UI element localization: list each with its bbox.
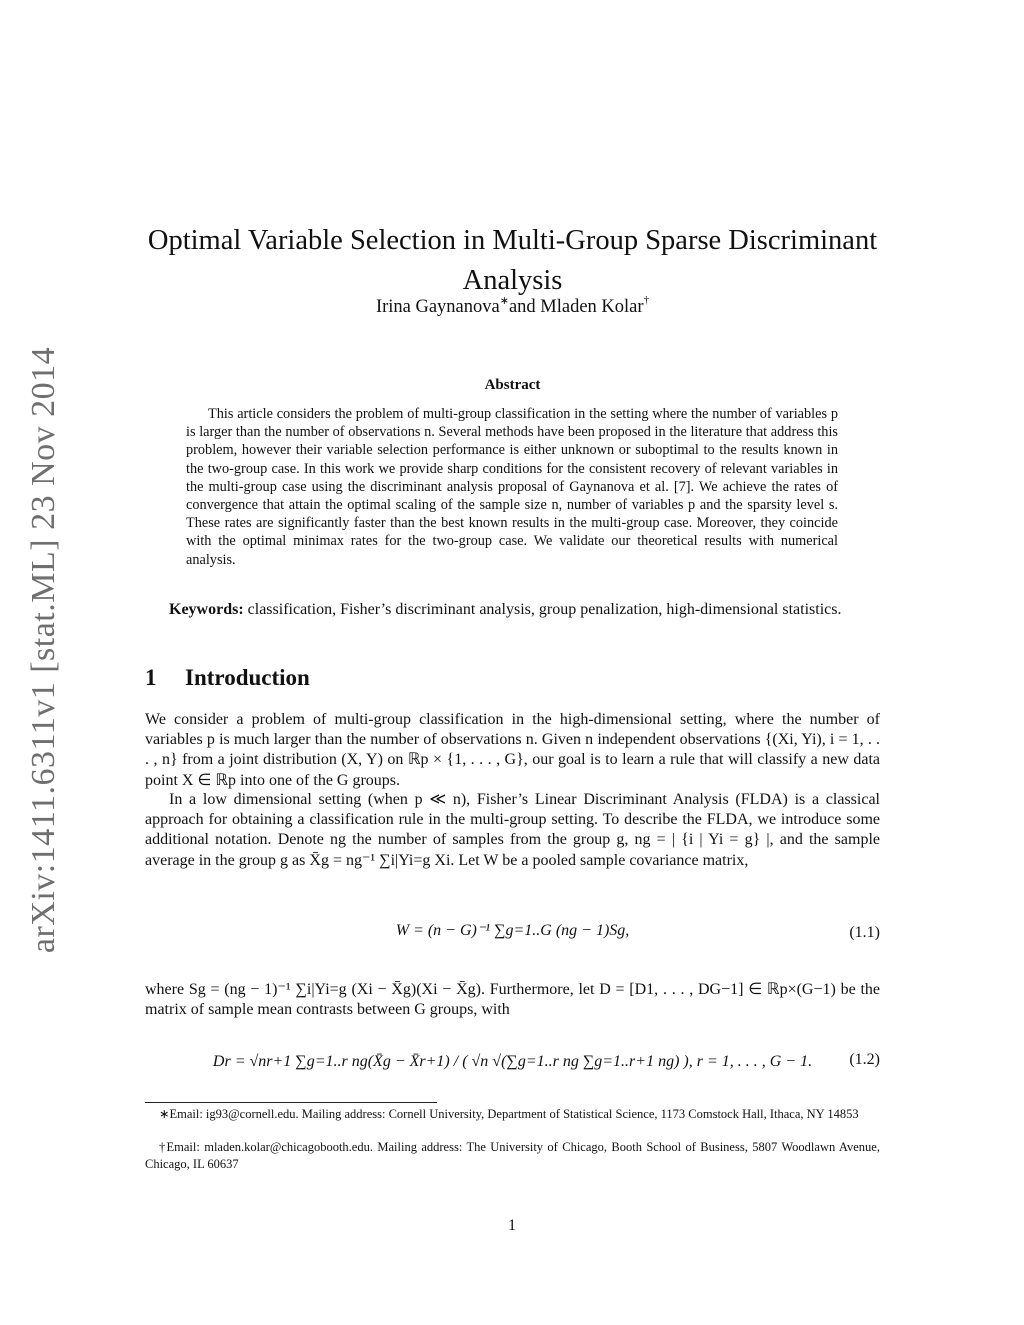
author-line	[145, 294, 880, 318]
equation-1-2-body: Dr = √nr+1 ∑g=1..r ng(X̄g − X̄r+1) / ( √n √(∑g=1..r ng ∑g=1..r+1 ng) ), r = 1, . . . , G − 1.	[212, 1053, 813, 1070]
keywords-label: Keywords:	[169, 601, 244, 618]
keywords-text: classification, Fisher’s discriminant analysis, group penalization, high-dimensional statistics.	[247, 601, 842, 618]
author-connector: and	[508, 297, 536, 317]
equation-1-1	[145, 910, 880, 954]
arxiv-identifier: arXiv:1411.6311v1 [stat.ML] 23 Nov 2014	[25, 346, 62, 954]
abstract-heading: Abstract	[484, 377, 541, 393]
paper-title: Optimal Variable Selection in Multi-Group Sparse Discriminant Analysis	[147, 225, 878, 297]
equation-1-2-number: (1.2)	[849, 1051, 880, 1068]
intro-paragraph-3: where Sg = (ng − 1)⁻¹ ∑i|Yi=g (Xi − X̄g)(Xi − X̄g). Furthermore, let D = [D1, . . . , DG−1] ∈ ℝp×(G−1) be the matrix of sample mean contrasts between G groups, with	[145, 981, 881, 1019]
page-number: 1	[508, 1217, 516, 1234]
intro-paragraph-2: In a low dimensional setting (when p ≪ n), Fisher’s Linear Discriminant Analysis (FLDA) is a classical approach for obtaining a classification rule in the multi-group setting. To describe the FLDA, we introduce some additional notation. Denote ng the number of samples from the group g, ng = | {i | Yi = g} |, and the sample average in the group g as X̄g = ng⁻¹ ∑i|Yi=g Xi. Let W be a pooled sample covariance matrix,	[145, 791, 880, 869]
equation-1-2	[145, 1035, 880, 1095]
author-kolar: Mladen Kolar	[540, 297, 644, 317]
equation-1-1-number: (1.1)	[849, 924, 880, 941]
section-number: 1	[145, 665, 157, 690]
intro-paragraph-1: We consider a problem of multi-group classification in the high-dimensional setting, where the number of variables p is much larger than the number of observations n. Given n independent observations {(Xi, Yi), i = 1, . . . , n} from a joint distribution (X, Y) on ℝp × {1, . . . , G}, our goal is to learn a rule that will classify a new data point X ∈ ℝp into one of the G groups.	[145, 711, 880, 789]
footnote-mark-1: ∗	[499, 295, 509, 307]
author-gaynanova: Irina Gaynanova	[375, 297, 500, 317]
section-title: Introduction	[185, 665, 310, 690]
footnote-mark-2: †	[643, 294, 650, 306]
keywords	[145, 599, 880, 620]
footnote-divider	[145, 1102, 437, 1103]
abstract-text: This article considers the problem of multi-group classification in the setting where the number of variables p is larger than the number of observations n. Several methods have been proposed in the literature that address this problem, however their variable selection performance is either unknown or suboptimal to the results known in the two-group case. In this work we provide sharp conditions for the consistent recovery of relevant variables in the multi-group case using the discriminant analysis proposal of Gaynanova et al. [7]. We achieve the rates of convergence that attain the optimal scaling of the sample size n, number of variables p and the sparsity level s. These rates are significantly faster than the best known results in the multi-group case. Moreover, they coincide with the optimal minimax rates for the two-group case. We validate our theoretical results with numerical analysis.	[186, 406, 838, 568]
equation-1-1-body: W = (n − G)⁻¹ ∑g=1..G (ng − 1)Sg,	[395, 922, 630, 939]
footnote-1: ∗Email: ig93@cornell.edu. Mailing address: Cornell University, Department of Statistical Science, 1173 Comstock Hall, Ithaca, NY 14853	[159, 1107, 859, 1121]
footnote-2: †Email: mladen.kolar@chicagobooth.edu. Mailing address: The University of Chicago, Booth School of Business, 5807 Woodlawn Avenue, Chicago, IL 60637	[145, 1140, 880, 1171]
section-heading-introduction	[145, 665, 310, 691]
